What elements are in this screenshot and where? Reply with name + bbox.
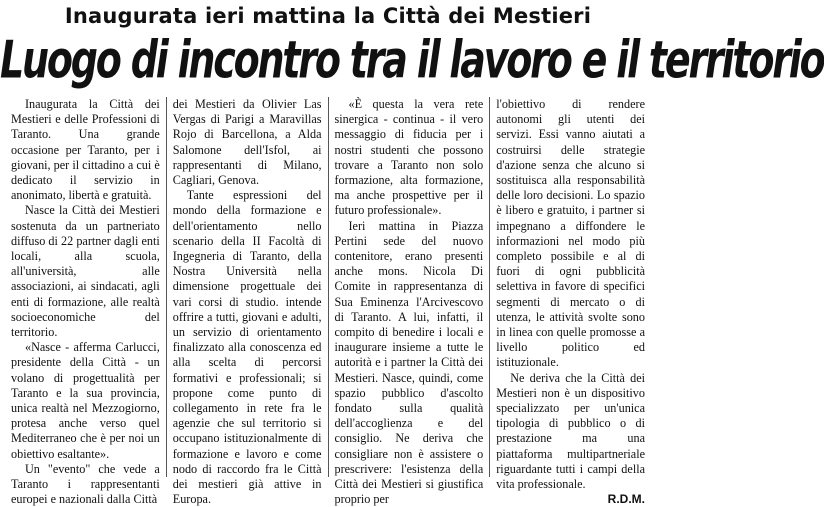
author-signature: R.D.M.: [607, 492, 645, 507]
paragraph: Ne deriva che la Città dei Mestieri non è un dispositivo specializzato per un'unica tipologia di pubblico o di prestazione ma una piattaforma multipartneriale riguardante tutti i campi della vita professionale.: [496, 370, 645, 492]
paragraph: Un "evento" che vede a Taranto i rappresentanti europei e nazionali dalla Città: [11, 461, 160, 507]
article-kicker: Inaugurata ieri mattina la Città dei Mestieri: [64, 4, 592, 28]
text-column-4: [489, 97, 651, 507]
paragraph: Ieri mattina in Piazza Pertini sede del nuovo contenitore, erano presenti anche mons. Nicola Di Comite in rappresentanza di Sua Eminenza l'Arcivescovo di Taranto. A lui, infatti, il compito di benedire i locali e inaugurare insieme a tutte le autorità e i partner la Città dei Mestieri. Nasce, quindi, come spazio pubblico d'ascolto fondato sulla qualità dell'accoglienza e del consiglio. Ne deriva che consigliare non è assistere o prescrivere: l'esistenza della Città dei Mestieri si giustifica proprio per: [334, 218, 484, 507]
paragraph: Inaugurata la Città dei Mestieri e delle Professioni di Taranto. Una grande occasione per Taranto, per i giovani, per il cittadino a cui è dedicato il servizio in anonimato, libertà e gratuità.: [11, 97, 160, 203]
paragraph: l'obiettivo di rendere autonomi gli utenti dei servizi. Essi vanno aiutati a costruirsi delle strategie d'azione senza che alcuno si sostituisca alla responsabilità delle loro decisioni. Lo spazio è libero e gratuito, i partner si impegnano a diffondere le informazioni nel modo più completo possibile e al di fuori di ogni pubblicità selettiva in favore di specifici segmenti di mercato o di utenza, le attività svolte sono in linea con quelle promosse a livello politico ed istituzionale.: [496, 97, 645, 370]
article-headline: Luogo di incontro tra il lavoro e il territorio: [0, 30, 824, 90]
paragraph: Nasce la Città dei Mestieri sostenuta da un partneriato diffuso di 22 partner dagli enti locali, alla scuola, all'università, alle associazioni, ai sindacati, agli enti di formazione, alle realtà socioeconomiche del territorio.: [11, 203, 160, 340]
paragraph: «È questa la vera rete sinergica - continua - il vero messaggio di fiducia per i nostri studenti che possono trovare a Taranto non solo formazione, alta formazione, ma anche prospettive per il futuro professionale».: [334, 97, 484, 218]
paragraph: «Nasce - afferma Carlucci, presidente della Città - un volano di progettualità per Taranto e la sua provincia, unica realtà nel Mezzogiorno, protesa anche verso quel Mediterraneo che è per noi un obiettivo esaltante».: [11, 340, 160, 461]
text-column-3: [328, 97, 490, 507]
paragraph: dei Mestieri da Olivier Las Vergas di Parigi a Maravillas Rojo di Barcellona, a Alda Salomone dell'Isfol, ai rappresentanti di Milano, Cagliari, Genova.: [172, 97, 322, 188]
text-column-1: [5, 97, 166, 507]
paragraph: Tante espressioni del mondo della formazione e dell'orientamento nello scenario della II Facoltà di Ingegneria di Taranto, della Nostra Università nella dimensione progettuale dei vari corsi di studio. intende offrire a tutti, giovani e adulti, un servizio di orientamento finalizzato alla conoscenza ed alla scelta di percorsi formativi e professionali; si propone come punto di collegamento in rete fra le agenzie che sul territorio si occupano istituzionalmente di formazione e lavoro e come nodo di raccordo fra le Città dei mestieri già attive in Europa.: [172, 188, 322, 507]
article-body: [5, 97, 651, 507]
text-column-2: [166, 97, 328, 507]
